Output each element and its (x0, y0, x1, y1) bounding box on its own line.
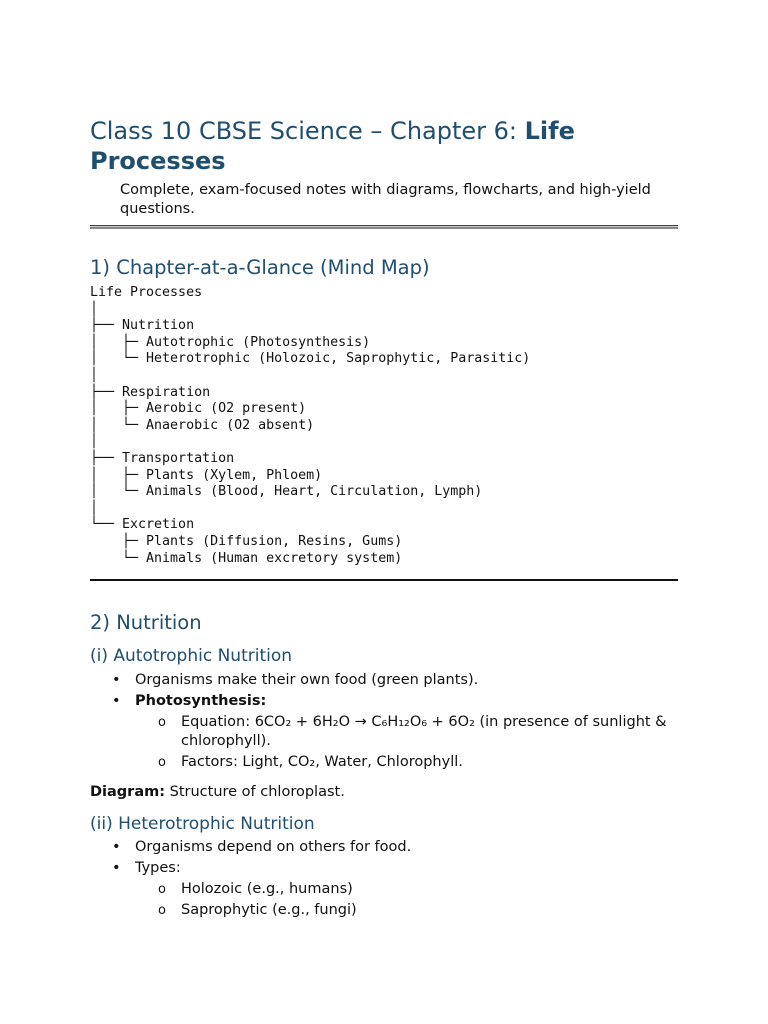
diagram-label: Diagram: (90, 784, 166, 800)
list-item (90, 859, 680, 878)
autotrophic-list (90, 671, 680, 774)
bullet-icon: • (112, 672, 121, 688)
section-heading-nutrition: 2) Nutrition (90, 611, 202, 634)
mind-map-tree: Life Processes │ ├── Nutrition │ ├─ Autotrophic (Photosynthesis) │ └─ Heterotrophic (Holozoic, Saprophytic, Parasitic) │ ├── Respiration │ ├─ Aerobic (O2 present) │ └─ Anaerobic (O2 absent) │ ├── Transportation │ ├─ Plants (Xylem, Phloem) │ └─ Animals (Blood, Heart, Circulation, Lymph) │ └── Excretion ├─ Plants (Diffusion, Resins, Gums) └─ Animals (Human excretory system) (90, 285, 531, 566)
sub-list-item (90, 901, 680, 920)
list-item-text: Photosynthesis: (135, 693, 267, 709)
title-prefix: Class 10 CBSE Science – Chapter 6: (90, 117, 525, 145)
diagram-text: Structure of chloroplast. (165, 784, 345, 800)
sub-list-item-text: Saprophytic (e.g., fungi) (181, 902, 357, 918)
subtitle: Complete, exam-focused notes with diagrams, flowcharts, and high-yield questions. (120, 182, 651, 217)
title-divider (90, 225, 678, 229)
sub-list-item-text: Holozoic (e.g., humans) (181, 881, 353, 897)
list-item-text: Types: (135, 860, 181, 876)
sub-list-item (90, 753, 680, 772)
sub-list-item (90, 713, 680, 751)
list-item (90, 692, 680, 711)
title-bold: Life Processes (90, 117, 575, 175)
list-item (90, 671, 680, 690)
sub-list-item (90, 880, 680, 899)
diagram-note (90, 783, 680, 802)
list-item (90, 838, 680, 857)
heterotrophic-list (90, 838, 680, 922)
list-item-text: Organisms depend on others for food. (135, 839, 412, 855)
sub-list-item-text: Equation: 6CO₂ + 6H₂O → C₆H₁₂O₆ + 6O₂ (in presence of sunlight & chlorophyll). (181, 714, 667, 749)
sub-list-item-text: Factors: Light, CO₂, Water, Chlorophyll. (181, 754, 463, 770)
sub-bullet-icon: o (158, 755, 166, 770)
sub-bullet-icon: o (158, 903, 166, 918)
sub-bullet-icon: o (158, 715, 166, 730)
subheading-heterotrophic: (ii) Heterotrophic Nutrition (90, 814, 315, 834)
sub-bullet-icon: o (158, 882, 166, 897)
list-item-text: Organisms make their own food (green plants). (135, 672, 479, 688)
section-divider (90, 579, 678, 581)
page-title (90, 116, 690, 176)
bullet-icon: • (112, 839, 121, 855)
bullet-icon: • (112, 860, 121, 876)
section-heading-mind-map: 1) Chapter-at-a-Glance (Mind Map) (90, 256, 430, 279)
bullet-icon: • (112, 693, 121, 709)
subheading-autotrophic: (i) Autotrophic Nutrition (90, 646, 293, 666)
